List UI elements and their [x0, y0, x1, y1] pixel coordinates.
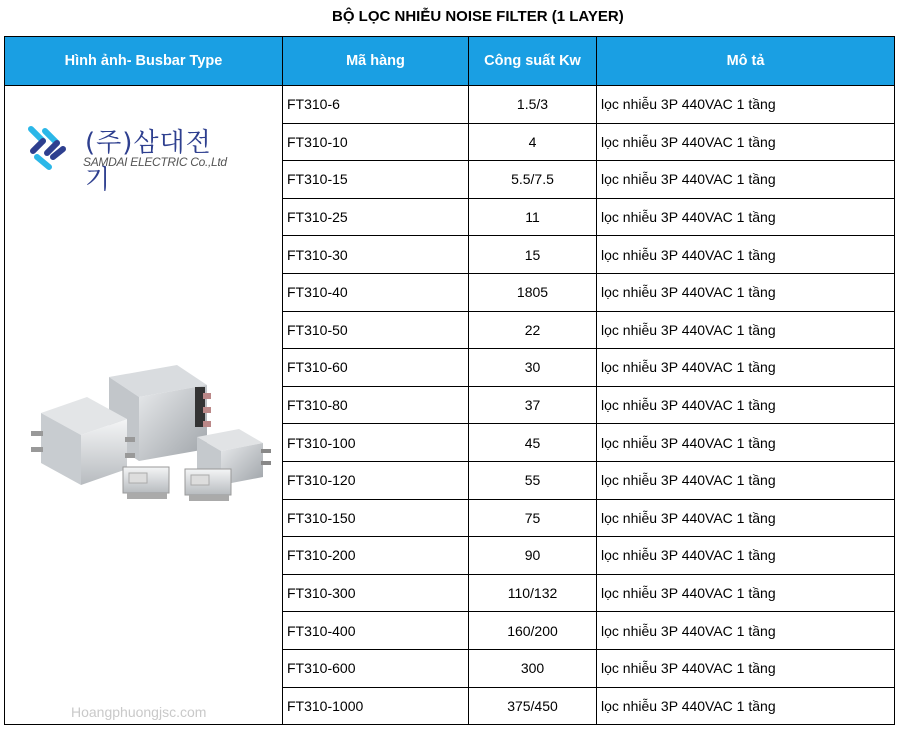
- cell-code: FT310-15: [283, 161, 469, 199]
- cell-code: FT310-100: [283, 424, 469, 462]
- logo-korean-text: (주)삼대전기: [85, 127, 212, 195]
- cell-power: 75: [469, 499, 597, 537]
- cell-description: lọc nhiễu 3P 440VAC 1 tầng: [597, 236, 895, 274]
- cell-code: FT310-30: [283, 236, 469, 274]
- cell-power: 110/132: [469, 574, 597, 612]
- cell-description: lọc nhiễu 3P 440VAC 1 tầng: [597, 537, 895, 575]
- cell-description: lọc nhiễu 3P 440VAC 1 tầng: [597, 649, 895, 687]
- cell-description: lọc nhiễu 3P 440VAC 1 tầng: [597, 198, 895, 236]
- cell-power: 30: [469, 349, 597, 387]
- samdai-logo: [23, 121, 233, 195]
- header-description: Mô tả: [597, 37, 895, 86]
- header-code: Mã hàng: [283, 37, 469, 86]
- product-image-cell: [5, 86, 283, 725]
- cell-code: FT310-120: [283, 461, 469, 499]
- page-title: BỘ LỌC NHIỄU NOISE FILTER (1 LAYER): [332, 8, 624, 25]
- cell-description: lọc nhiễu 3P 440VAC 1 tầng: [597, 161, 895, 199]
- cell-code: FT310-1000: [283, 687, 469, 725]
- cell-description: lọc nhiễu 3P 440VAC 1 tầng: [597, 687, 895, 725]
- cell-description: lọc nhiễu 3P 440VAC 1 tầng: [597, 273, 895, 311]
- cell-power: 11: [469, 198, 597, 236]
- cell-code: FT310-40: [283, 273, 469, 311]
- cell-description: lọc nhiễu 3P 440VAC 1 tầng: [597, 612, 895, 650]
- cell-power: 160/200: [469, 612, 597, 650]
- logo-english-text: SAMDAI ELECTRIC Co.,Ltd: [83, 154, 227, 169]
- cell-code: FT310-25: [283, 198, 469, 236]
- cell-code: FT310-60: [283, 349, 469, 387]
- cell-code: FT310-600: [283, 649, 469, 687]
- cell-power: 4: [469, 123, 597, 161]
- cell-power: 300: [469, 649, 597, 687]
- cell-description: lọc nhiễu 3P 440VAC 1 tầng: [597, 424, 895, 462]
- cell-description: lọc nhiễu 3P 440VAC 1 tầng: [597, 386, 895, 424]
- cell-code: FT310-50: [283, 311, 469, 349]
- cell-power: 37: [469, 386, 597, 424]
- table-header-row: [5, 37, 895, 86]
- samdai-logo-icon: [23, 121, 73, 171]
- cell-description: lọc nhiễu 3P 440VAC 1 tầng: [597, 499, 895, 537]
- cell-power: 15: [469, 236, 597, 274]
- cell-power: 55: [469, 461, 597, 499]
- cell-power: 375/450: [469, 687, 597, 725]
- product-table: [4, 36, 895, 725]
- table-row: [5, 86, 895, 124]
- cell-power: 22: [469, 311, 597, 349]
- cell-description: lọc nhiễu 3P 440VAC 1 tầng: [597, 461, 895, 499]
- cell-description: lọc nhiễu 3P 440VAC 1 tầng: [597, 123, 895, 161]
- header-image: Hình ảnh- Busbar Type: [5, 37, 283, 86]
- watermark-text: Hoangphuongjsc.com: [71, 703, 207, 720]
- cell-code: FT310-300: [283, 574, 469, 612]
- cell-code: FT310-150: [283, 499, 469, 537]
- cell-code: FT310-80: [283, 386, 469, 424]
- cell-code: FT310-10: [283, 123, 469, 161]
- cell-code: FT310-400: [283, 612, 469, 650]
- cell-power: 45: [469, 424, 597, 462]
- cell-power: 1805: [469, 273, 597, 311]
- cell-power: 1.5/3: [469, 86, 597, 124]
- cell-code: FT310-6: [283, 86, 469, 124]
- cell-description: lọc nhiễu 3P 440VAC 1 tầng: [597, 349, 895, 387]
- cell-power: 5.5/7.5: [469, 161, 597, 199]
- cell-description: lọc nhiễu 3P 440VAC 1 tầng: [597, 574, 895, 612]
- cell-power: 90: [469, 537, 597, 575]
- cell-description: lọc nhiễu 3P 440VAC 1 tầng: [597, 311, 895, 349]
- header-power: Công suất Kw: [469, 37, 597, 86]
- cell-description: lọc nhiễu 3P 440VAC 1 tầng: [597, 86, 895, 124]
- cell-code: FT310-200: [283, 537, 469, 575]
- noise-filter-products-image: [17, 357, 277, 517]
